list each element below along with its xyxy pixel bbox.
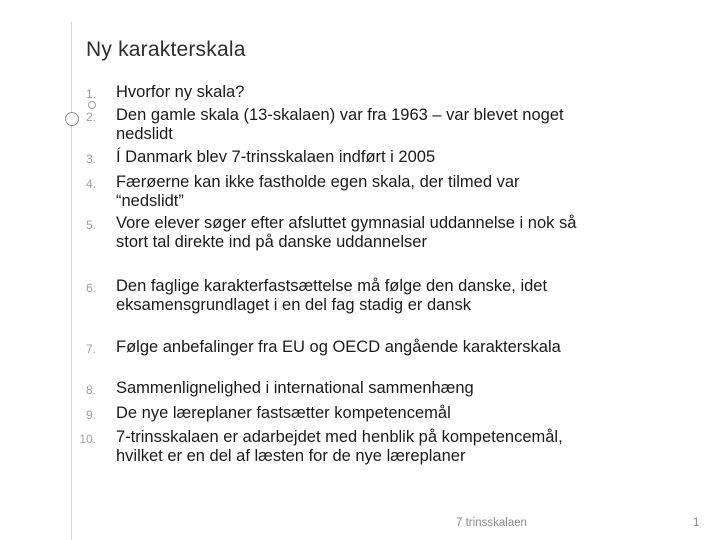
- list-item-number: 2.: [85, 110, 96, 124]
- list-item-text: De nye læreplaner fastsætter kompetencemål: [116, 404, 451, 422]
- list-item-number: 5.: [85, 218, 96, 232]
- list-item-number: 1.: [85, 87, 96, 101]
- list-item-text: Den faglige karakterfastsættelse må følge den danske, idet eksamensgrundlaget i en del fag stadig er dansk: [116, 277, 548, 314]
- list-item-text: Sammenlignelighed i international sammenhæng: [116, 379, 474, 397]
- list-item-number: 9.: [85, 408, 96, 422]
- list-item-text: Færøerne kan ikke fastholde egen skala, der tilmed var “nedslidt”: [116, 173, 520, 210]
- list-item-text: 7-trinsskalaen er adarbejdet med henblik på kompetencemål, hvilket er en del af læsten for de nye læreplaner: [116, 428, 563, 465]
- footer-text: 7 trinsskalaen: [456, 517, 527, 529]
- list-item-text: Vore elever søger efter afsluttet gymnasial uddannelse i nok så stort tal direkte ind på danske uddannelser: [116, 214, 577, 251]
- list-item-text: Følge anbefalinger fra EU og OECD angående karakterskala: [116, 338, 561, 356]
- slide-title: Ny karakterskala: [86, 38, 246, 61]
- list-item-number: 7.: [85, 342, 96, 356]
- list-item-text: Í Danmark blev 7-trinsskalaen indført i 2005: [116, 148, 436, 166]
- list-item-number: 4.: [85, 177, 96, 191]
- list-item-number: 3.: [85, 152, 96, 166]
- list-item-text: Hvorfor ny skala?: [116, 83, 245, 101]
- page-number: 1: [693, 517, 700, 529]
- list-item-text: Den gamle skala (13-skalaen) var fra 1963 – var blevet noget nedslidt: [116, 106, 564, 143]
- list-item-number: 10.: [79, 432, 96, 446]
- list-item-number: 8.: [85, 383, 96, 397]
- list-item-number: 6.: [85, 281, 96, 295]
